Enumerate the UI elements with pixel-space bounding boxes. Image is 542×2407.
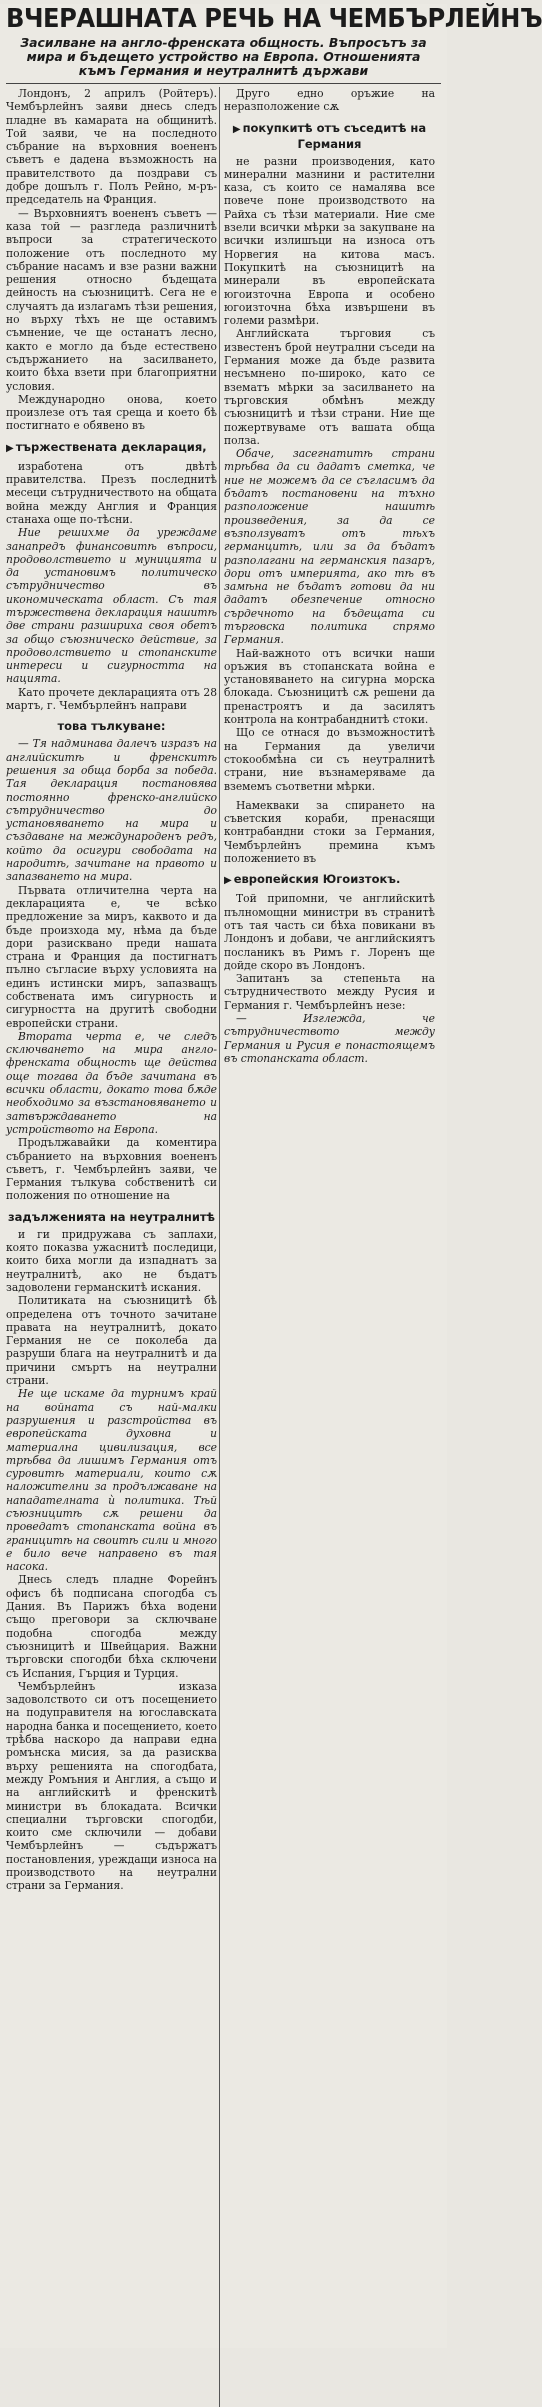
column-divider: [219, 87, 220, 2407]
paragraph: Като прочете декларацията отъ 28 мартъ, г. Чембърлейнъ направи: [6, 685, 217, 713]
paragraph: Днесь следъ пладне Форейнъ офисъ бѣ подписана спогодба съ Дания. Въ Парижъ бѣха водени също преговори за сключване подобна спогодба между съюзницитѣ и Швейцария. Важни търговски спогодби бѣха сключени съ Испания, Гърция и Турция.: [6, 1573, 217, 1680]
pointer-icon: ▶: [6, 442, 14, 454]
paragraph: Политиката на съюзницитѣ бѣ определена отъ точното зачитане правата на неутралнитѣ, докато Германия не се поколеба да разруши блага на неутралнитѣ и да причини смъртъ на неутрални страни.: [6, 1294, 217, 1388]
headline: ВЧЕРАШНАТА РЕЧЬ НА ЧЕМБЪРЛЕЙНЪ: [6, 4, 542, 34]
paragraph: не разни производения, като минерални мазнини и растителни каза, съ които се намалява все повече поне производството на Райха съ тѣзи материали. Ние сме взели всички мѣрки за закупване на всички излишъци на износа отъ Норвегия на китова масъ. Покупкитѣ на съюзницитѣ на минерали въ европейската югоизточна Европа и особено югоизточна бѣха извършени въ големи размѣри.: [224, 154, 435, 328]
paragraph: Ние решихме да уреждаме занапредъ финансовитѣ въпроси, продоволствието и муницията и да установимъ политическо сътрудничество въ икономическата област. Съ тая тържествена декларация нашитѣ две страни разшириха своя обетъ за общо съюзническо действие, за продоволствието и стопанските интереси и сигурността на нацията.: [6, 526, 217, 686]
subheading-text: европейския Югоизтокъ.: [233, 872, 401, 887]
paragraph: Втората черта е, че следъ сключването на мира англо-френската общность ще действа още тогава да бъде зачитана въ всички области, докато това бѫде необходимо за възстановяването и затвърждаването на устройството на Европа.: [6, 1029, 217, 1136]
left-column: [6, 87, 217, 1893]
subheading: [6, 440, 217, 456]
subheading-text: тържествената декларация,: [15, 439, 207, 454]
pointer-icon: ▶: [232, 123, 241, 135]
paragraph: Не ще искаме да турнимъ край на войната съ най-малки разрушения и разстройства въ европейската духовна и материална цивилизация, все трѣбва да лишимъ Германия отъ суровитѣ материали, които сѫ наложителни за продължаване на нападателната ѝ политика. Тѣй съюзницитѣ сѫ решени да проведатъ стопанската война въ границитѣ на своитѣ сили и много е било вече направено въ тая насока.: [6, 1387, 217, 1574]
paragraph: изработена отъ двѣтѣ правителства. Презъ последнитѣ месеци сътрудничеството на общата война между Англия и Франция станаха още по-тѣсни.: [6, 459, 217, 526]
paragraph: Друго едно оръжие на неразположение сѫ: [224, 87, 435, 114]
paragraph: и ги придружава съ заплахи, която показва ужаснитѣ последици, които биха могли да изпаднатъ за неутралнитѣ, ако не бъдатъ задоволени германскитѣ искания.: [6, 1227, 217, 1294]
paragraph: Лондонъ, 2 априлъ (Ройтеръ). Чембърлейнъ заяви днесь следъ пладне въ камарата на общинитѣ. Той заяви, че на последното събрание на върховния воененъ съветъ е дадена възможность на правителството да поздрави съ добре дошълъ г. Полъ Рейно, м-ръ-председатель на Франция.: [6, 87, 217, 207]
subheading: задълженията на неутралнитѣ: [7, 1209, 216, 1224]
paragraph: Що се отнася до възможноститѣ на Германия да увеличи стокообмѣна си съ неутралнитѣ страни, ние възнамеряваме да вземемъ съответни мѣрки.: [224, 726, 435, 793]
paragraph: Намекваки за спирането на съветския кораби, пренасящи контрабандни стоки за Германия, Чембърлейнъ премина къмъ положението въ: [224, 798, 435, 866]
header-divider: [6, 83, 441, 84]
subheading-text: покупкитѣ отъ съседитѣ на Германия: [242, 120, 427, 151]
subheading: това тълкуване:: [57, 719, 166, 734]
paragraph: Първата отличителна черта на декларацията е, че всѣко предложение за миръ, каквото и да бъде произхода му, нѣма да бъде дори разисквано преди нашата страна и Франция да постигнатъ пълно съгласие върху условията на единъ истински миръ, запазващъ собствената имъ сигурность и сигурността на другитѣ свободни европейски страни.: [6, 883, 217, 1030]
paragraph: Запитанъ за степеньта на сътрудничеството между Русия и Германия г. Чембърлейнъ незе:: [224, 972, 435, 1012]
paragraph: Английската търговия съ известенъ брой неутрални съседи на Германия може да бъде развита несъмнено по-широко, като се взематъ мѣрки за засилването на търговския обмѣнъ между съюзницитѣ и тѣзи страни. Ние ще пожертвуваме отъ вашата обща полза.: [224, 327, 435, 447]
paragraph: Чембърлейнъ изказа задоволството си отъ посещението на подуправителя на югославската народна банка и посещението, което трѣбва наскоро да направи една ромънска мисия, за да разисква върху решенията на спогодбата, между Ромъния и Англия, а също и на английскитѣ и френскитѣ министри въ блокадата. Всички специални търговски спогодби, които сме сключили — добави Чембърлейнъ — съдържатъ постановления, уреждащи износа на производството на неутрални страни за Германия.: [6, 1679, 217, 1893]
paragraph: Обаче, засегнатитѣ страни трѣбва да си дадатъ сметка, че ние не можемъ да се съгласимъ да бъдатъ постановени на тъхно разположение нашитѣ произведения, за да се възползуватъ отъ тѣхъ германцитѣ, или за да бъдатъ разполагани на германския пазаръ, дори отъ империята, ако тѣ въ замѣна не бъдатъ готови да ни дадатъ обезпечение относно сърдечното на бъдещата си търговска политика спрямо Германия.: [224, 447, 435, 647]
paragraph: — Изглежда, че сътрудничеството между Германия и Русия е понастоящемъ въ стопанската област.: [224, 1012, 435, 1065]
paragraph: Той припомни, че английскитѣ пълномощни министри въ странитѣ отъ тая часть си бѣха повикани въ Лондонъ и добави, че английскиятъ посланикъ въ Римъ г. Лоренъ ще дойде скоро въ Лондонъ.: [224, 892, 435, 972]
paragraph: Продължавайки да коментира събранието на върховния воененъ съветъ, г. Чембърлейнъ заяви, че Германия тълкува собственитѣ си положения по отношение на: [6, 1136, 217, 1203]
subheading: [224, 121, 435, 151]
newspaper-page: [0, 4, 542, 2348]
paragraph: — Върховниятъ воененъ съветъ — каза той — разгледа различнитѣ въпроси за стратегическото положение отъ последното му събрание насамъ и взе разни важни решения относно бъдещата дейность на съюзницитѣ. Сега не е случаятъ да излагамъ тѣзи решения, но върху тѣхъ не ще оставимъ съмнение, че ще останатъ лесно, както е могло да бъде естествено съдържанието на засилването, които бѣха взети при благоприятни условия.: [6, 206, 217, 393]
paragraph: — Тя надминава далечъ изразъ на английскитѣ и френскитѣ решения за обща борба за победа. Тая декларация постановява постоянно френско-английско сътрудничество до установяването на мира и създаване на международенъ редъ, който да осигури свободата на народитѣ, зачитане на правото и запазването на мира.: [6, 737, 217, 884]
article-columns: [6, 87, 441, 1893]
right-column: [224, 87, 435, 1893]
subheading: [224, 872, 435, 888]
paragraph: Международно онова, което произлезе отъ тая среща и което бѣ постигнато е обявено въ: [6, 392, 217, 433]
pointer-icon: ▶: [224, 875, 232, 887]
deck-subheadline: Засилване на англо-френската общность. Въпросътъ за мира и бъдещето устройство на Европа. Отношенията къмъ Германия и неутралнитѣ държави: [20, 35, 427, 78]
paragraph: Най-важното отъ всички наши оръжия въ стопанската война е установяването на сигурна морска блокада. Съюзницитѣ сѫ решени да пренастроятъ и да засилятъ контрола на контрабанднитѣ стоки.: [224, 646, 435, 727]
